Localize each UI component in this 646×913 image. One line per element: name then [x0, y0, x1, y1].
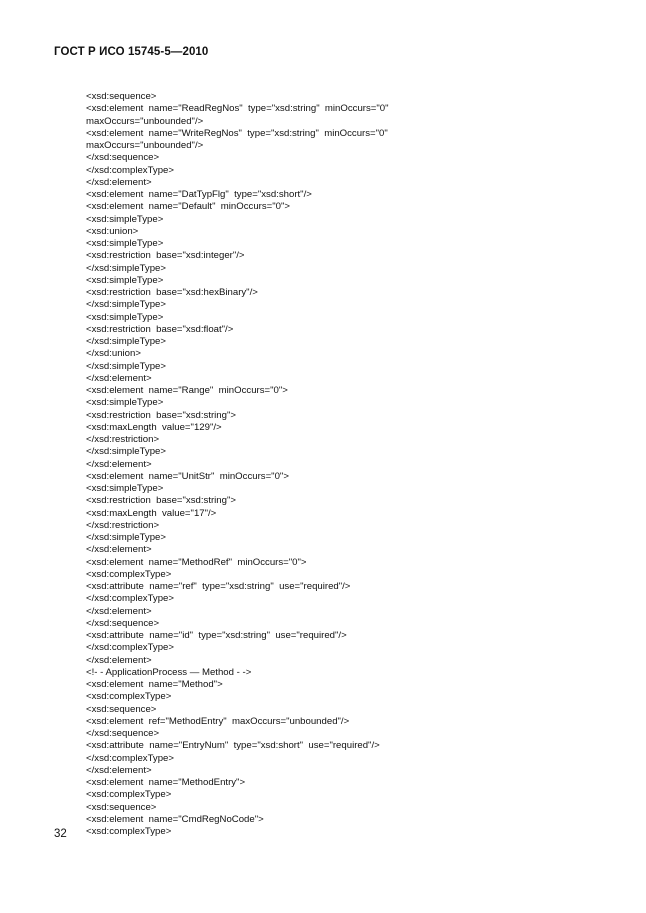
code-line: </xsd:sequence>	[86, 617, 160, 629]
code-line: <xsd:element name="UnitStr" minOccurs="0">	[86, 470, 289, 482]
code-line: <xsd:restriction base="xsd:string">	[86, 495, 236, 507]
code-line: <xsd:simpleType>	[86, 238, 164, 249]
code-line: </xsd:simpleType>	[86, 532, 166, 543]
code-line: maxOccurs="unbounded"/>	[86, 115, 204, 127]
code-line: <xsd:simpleType>	[86, 483, 164, 494]
code-line: </xsd:simpleType>	[86, 299, 166, 311]
code-line: </xsd:simpleType>	[86, 336, 166, 347]
page-header-standard: ГОСТ Р ИСО 15745-5—2010	[54, 46, 209, 58]
code-line: </xsd:element>	[86, 458, 152, 470]
code-line: </xsd:simpleType>	[86, 446, 166, 458]
code-line: </xsd:complexType>	[86, 164, 174, 176]
code-line: </xsd:element>	[86, 654, 152, 666]
code-line: <xsd:attribute name="EntryNum" type="xsd:short" use="required"/>	[86, 740, 380, 752]
code-line: <xsd:restriction base="xsd:float"/>	[86, 323, 234, 335]
code-line: <xsd:complexType>	[86, 691, 172, 703]
code-line: <xsd:element name="ReadRegNos" type="xsd:string" minOccurs="0"	[86, 103, 389, 115]
code-line: <xsd:restriction base="xsd:hexBinary"/>	[86, 287, 258, 298]
code-line: <xsd:element name="DatTypFlg" type="xsd:short"/>	[86, 189, 312, 200]
code-line: <xsd:complexType>	[86, 826, 172, 837]
code-line: <xsd:sequence>	[86, 703, 157, 715]
code-line: <xsd:restriction base="xsd:string">	[86, 409, 236, 421]
code-line: <xsd:union>	[86, 225, 139, 237]
code-line: <xsd:simpleType>	[86, 311, 164, 323]
code-line: </xsd:simpleType>	[86, 360, 166, 372]
code-line: </xsd:restriction>	[86, 519, 160, 531]
code-line: <xsd:element name="WriteRegNos" type="xsd:string" minOccurs="0"	[86, 127, 388, 139]
code-line: <xsd:restriction base="xsd:integer"/>	[86, 250, 245, 262]
code-line: </xsd:union>	[86, 348, 141, 360]
code-line: </xsd:element>	[86, 605, 152, 617]
code-line: <xsd:attribute name="id" type="xsd:string" use="required"/>	[86, 630, 347, 641]
code-line: <xsd:maxLength value="129"/>	[86, 421, 222, 433]
code-line: <xsd:element name="Range" minOccurs="0">	[86, 385, 288, 396]
code-line: </xsd:sequence>	[86, 728, 160, 739]
code-line: </xsd:element>	[86, 544, 152, 556]
code-line: <xsd:simpleType>	[86, 213, 164, 225]
code-line: </xsd:complexType>	[86, 593, 174, 605]
code-line: <xsd:element name="CmdRegNoCode">	[86, 813, 264, 825]
code-line: </xsd:element>	[86, 176, 152, 188]
code-line: <xsd:maxLength value="17"/>	[86, 507, 217, 519]
code-line: </xsd:simpleType>	[86, 262, 166, 274]
code-line: <xsd:attribute name="ref" type="xsd:string" use="required"/>	[86, 581, 351, 592]
code-line: <xsd:element name="Default" minOccurs="0">	[86, 201, 290, 213]
code-line: <xsd:element name="Method">	[86, 679, 223, 690]
code-line: </xsd:restriction>	[86, 434, 160, 445]
code-line: </xsd:sequence>	[86, 152, 160, 164]
code-line: </xsd:element>	[86, 372, 152, 384]
code-line: </xsd:complexType>	[86, 752, 174, 764]
code-line: </xsd:element>	[86, 764, 152, 776]
code-line: <xsd:element ref="MethodEntry" maxOccurs="unbounded"/>	[86, 715, 350, 727]
code-line: <xsd:element name="MethodRef" minOccurs="0">	[86, 556, 307, 568]
code-line: maxOccurs="unbounded"/>	[86, 140, 204, 151]
xsd-code-listing	[86, 91, 566, 838]
code-line: <xsd:sequence>	[86, 801, 157, 813]
code-line: <!- - ApplicationProcess — Method - ->	[86, 666, 252, 678]
code-line: <xsd:complexType>	[86, 568, 172, 580]
page-number: 32	[54, 828, 67, 840]
code-line: <xsd:simpleType>	[86, 397, 164, 409]
code-line: <xsd:sequence>	[86, 91, 157, 102]
code-line: <xsd:element name="MethodEntry">	[86, 777, 246, 788]
code-line: </xsd:complexType>	[86, 642, 174, 654]
code-line: <xsd:complexType>	[86, 789, 172, 801]
code-line: <xsd:simpleType>	[86, 274, 164, 286]
